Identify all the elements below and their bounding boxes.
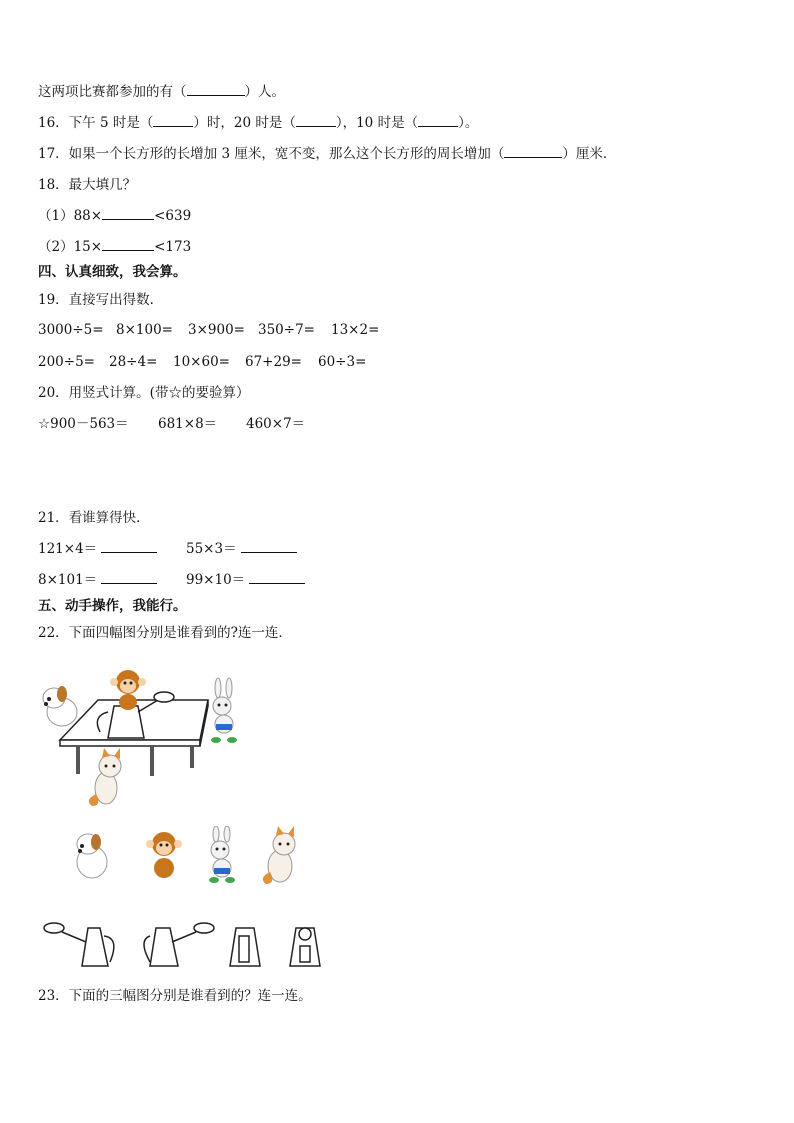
answer-blank[interactable] <box>249 570 305 584</box>
question-18-item-2: （2）15× <173 <box>38 239 192 255</box>
math-item: 13×2= <box>331 322 380 338</box>
math-item: 67+29= <box>245 354 302 370</box>
answer-blank[interactable] <box>153 113 193 127</box>
answer-blank[interactable] <box>296 113 336 127</box>
watering-can-side-view-left <box>44 923 114 966</box>
question-22-title: 22．下面四幅图分别是谁看到的?连一连． <box>38 625 292 641</box>
answer-blank[interactable] <box>187 82 245 96</box>
vertical-calc-item: ☆900－563＝ <box>38 416 129 432</box>
question-17: 17．如果一个长方形的长增加 3 厘米，宽不变，那么这个长方形的周长增加（ ）厘米． <box>38 146 617 162</box>
math-item: 99×10＝ <box>186 570 305 590</box>
question-18-title: 18．最大填几？ <box>38 177 137 193</box>
vertical-calc-item: 460×7＝ <box>246 416 306 432</box>
dog-icon <box>43 686 77 726</box>
question-19-title: 19．直接写出得数． <box>38 292 164 308</box>
answer-blank[interactable] <box>241 539 297 553</box>
dog-icon <box>77 834 107 878</box>
math-item: 10×60= <box>173 354 230 370</box>
answer-blank[interactable] <box>101 539 157 553</box>
math-item: 200÷5= <box>38 354 95 370</box>
question-16: 16．下午 5 时是（ ）时，20 时是（ ），10 时是（ ）。 <box>38 115 479 131</box>
monkey-icon <box>146 832 182 878</box>
math-item: 60÷3= <box>318 354 367 370</box>
question-18-item-1: （1）88× <639 <box>38 208 192 224</box>
math-item: 55×3＝ <box>186 539 297 559</box>
cat-icon <box>89 748 121 806</box>
math-item: 350÷7= <box>258 322 315 338</box>
cat-icon <box>263 826 295 884</box>
animal-options-row <box>70 826 310 886</box>
math-item: 3×900= <box>188 322 245 338</box>
watering-can-front-view <box>230 928 260 966</box>
rabbit-icon <box>211 678 237 743</box>
watering-can-side-view-right <box>144 923 214 966</box>
math-item: 8×101＝ <box>38 570 157 590</box>
question-23-title: 23．下面的三幅图分别是谁看到的？连一连。 <box>38 988 312 1004</box>
math-item: 3000÷5= <box>38 322 104 338</box>
view-options-row <box>40 918 330 974</box>
answer-blank[interactable] <box>101 570 157 584</box>
answer-blank[interactable] <box>102 206 154 220</box>
scene-illustration <box>40 660 255 810</box>
question-21-title: 21．看谁算得快． <box>38 510 150 526</box>
answer-blank[interactable] <box>418 113 458 127</box>
math-item: 121×4＝ <box>38 539 157 559</box>
answer-blank[interactable] <box>102 237 154 251</box>
vertical-calc-item: 681×8＝ <box>158 416 218 432</box>
rabbit-icon <box>209 826 235 883</box>
section-5-heading: 五、动手操作，我能行。 <box>38 598 187 614</box>
answer-blank[interactable] <box>504 144 562 158</box>
question-20-title: 20．用竖式计算。(带☆的要验算） <box>38 385 250 401</box>
math-item: 28÷4= <box>109 354 158 370</box>
q15-line: 这两项比赛都参加的有（ ）人。 <box>38 84 285 100</box>
section-4-heading: 四、认真细致，我会算。 <box>38 264 187 280</box>
math-item: 8×100= <box>116 322 173 338</box>
watering-can-back-view <box>290 928 320 966</box>
